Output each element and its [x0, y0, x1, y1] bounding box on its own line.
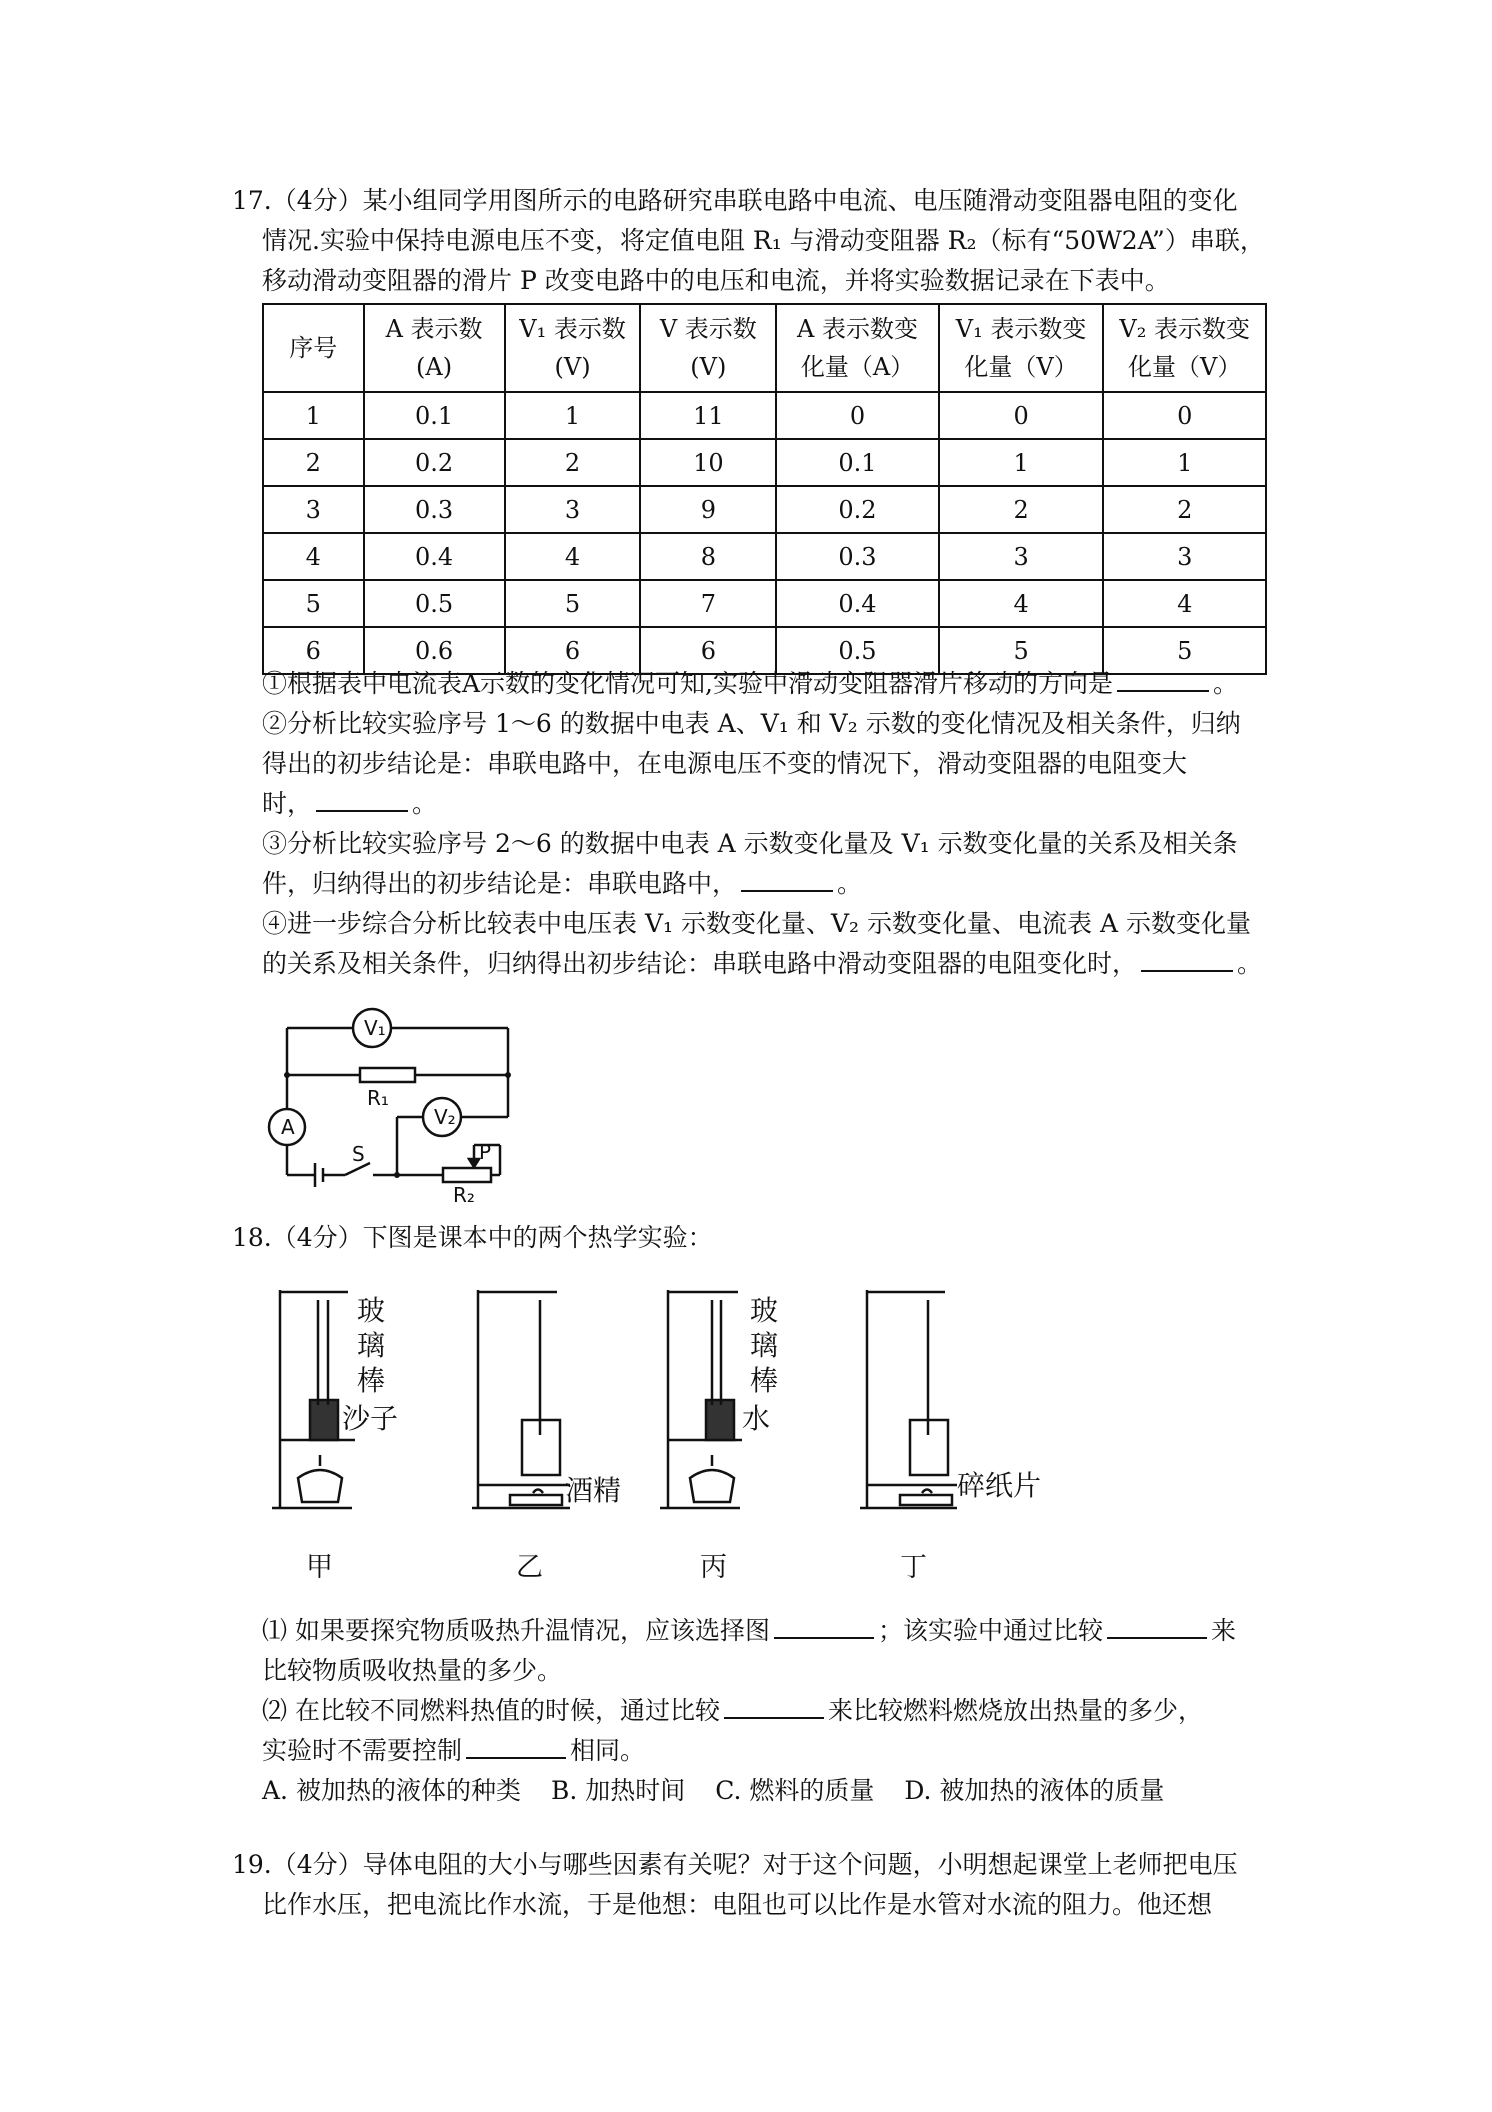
a-label: A: [281, 1115, 295, 1139]
v2-label: V₂: [434, 1105, 456, 1129]
answer-blank[interactable]: [1107, 1613, 1207, 1639]
answer-blank[interactable]: [1117, 666, 1209, 692]
q17-line-1: 17.（4分）某小组同学用图所示的电路研究串联电路中电流、电压随滑动变阻器电阻的变化: [232, 186, 1238, 215]
slider-arrow-icon: [469, 1159, 479, 1167]
col-header: V₂ 表示数变 化量（V）: [1103, 304, 1266, 392]
table-cell: 6: [505, 627, 641, 674]
col-header: A 表示数变 化量（A）: [776, 304, 939, 392]
table-header-row: [263, 304, 1266, 392]
q18-questions: [232, 1611, 1277, 1811]
q17-sub3-a: ③分析比较实验序号 2～6 的数据中电表 A 示数变化量及 V₁ 示数变化量的关系及相关条: [262, 829, 1238, 858]
resistor-r1-icon: [360, 1068, 415, 1082]
q17-subquestions: [232, 664, 1277, 984]
v1-label: V₁: [364, 1016, 386, 1040]
q17-line-3: 移动滑动变阻器的滑片 P 改变电路中的电压和电流，并将实验数据记录在下表中。: [262, 266, 1170, 295]
table-cell: 2: [505, 439, 641, 486]
table-row: [263, 439, 1266, 486]
answer-blank[interactable]: [741, 866, 833, 892]
table-cell: 5: [263, 580, 364, 627]
rheostat-r2-icon: [443, 1168, 491, 1182]
answer-blank[interactable]: [1141, 946, 1233, 972]
caption-jia: 甲: [306, 1552, 333, 1583]
table-cell: 0.3: [364, 486, 505, 533]
table-cell: 3: [1103, 533, 1266, 580]
table-cell: 0.2: [776, 486, 939, 533]
table-row: [263, 580, 1266, 627]
caption-yi: 乙: [516, 1552, 543, 1583]
q18-options: [232, 1771, 1277, 1811]
answer-blank[interactable]: [466, 1733, 566, 1759]
q17-sub3-b: 件，归纳得出的初步结论是：串联电路中， 。: [232, 864, 1277, 904]
glass-rod-label: 玻: [750, 1294, 779, 1327]
q18-p1-a: ⑴ 如果要探究物质吸热升温情况，应该选择图 ；该实验中通过比较 来: [232, 1611, 1277, 1651]
table-cell: 0: [1103, 392, 1266, 439]
apparatus-yi: [472, 1290, 570, 1508]
col-header: A 表示数 (A): [364, 304, 505, 392]
table-cell: 5: [1103, 627, 1266, 674]
s-label: S: [352, 1142, 365, 1166]
paper-label: 碎纸片: [957, 1469, 1042, 1502]
q19-line-2: 比作水压，把电流比作水流，于是他想：电阻也可以比作是水管对水流的阻力。他还想: [262, 1890, 1213, 1919]
table-cell: 1: [1103, 439, 1266, 486]
q17-sub4-b: 的关系及相关条件，归纳得出初步结论：串联电路中滑动变阻器的电阻变化时， 。: [232, 944, 1277, 984]
option-d[interactable]: D. 被加热的液体的质量: [904, 1776, 1165, 1805]
q17-sub2-c: 时， 。: [232, 784, 1277, 824]
svg-text:棒: 棒: [357, 1364, 386, 1397]
svg-text:璃: 璃: [750, 1329, 779, 1362]
table-cell: 4: [939, 580, 1104, 627]
table-cell: 0: [776, 392, 939, 439]
table-cell: 1: [263, 392, 364, 439]
table-cell: 5: [939, 627, 1104, 674]
table-cell: 1: [505, 392, 641, 439]
table-row: [263, 486, 1266, 533]
table-cell: 3: [939, 533, 1104, 580]
table-cell: 0.3: [776, 533, 939, 580]
q17-data-table: [262, 303, 1267, 675]
table-cell: 8: [640, 533, 776, 580]
table-cell: 4: [263, 533, 364, 580]
q18-p2-a: ⑵ 在比较不同燃料热值的时候，通过比较 来比较燃料燃烧放出热量的多少，: [232, 1691, 1277, 1731]
q18-p2-b: 实验时不需要控制 相同。: [232, 1731, 1277, 1771]
apparatus-jia: [272, 1290, 355, 1508]
option-b[interactable]: B. 加热时间: [550, 1776, 686, 1805]
q19-stem: [232, 1845, 1277, 1925]
table-cell: 7: [640, 580, 776, 627]
sand-label: 沙子: [342, 1402, 399, 1435]
q17-stem: [232, 181, 1277, 301]
answer-blank[interactable]: [774, 1613, 874, 1639]
q17-sub1: ①根据表中电流表A示数的变化情况可知,实验中滑动变阻器滑片移动的方向是 。: [232, 664, 1277, 704]
table-cell: 2: [939, 486, 1104, 533]
caption-ding: 丁: [900, 1552, 927, 1583]
svg-text:璃: 璃: [357, 1329, 386, 1362]
q19-line-1: 19.（4分）导体电阻的大小与哪些因素有关呢？对于这个问题，小明想起课堂上老师把电压: [232, 1850, 1238, 1879]
apparatus-bing: [660, 1290, 742, 1508]
circuit-diagram: [255, 1005, 525, 1205]
table-cell: 0.1: [776, 439, 939, 486]
table-cell: 1: [939, 439, 1104, 486]
heat-experiments-figure: [260, 1280, 1060, 1525]
r2-label: R₂: [453, 1183, 475, 1205]
option-a[interactable]: A. 被加热的液体的种类: [262, 1776, 521, 1805]
table-cell: 5: [505, 580, 641, 627]
table-cell: 9: [640, 486, 776, 533]
table-cell: 11: [640, 392, 776, 439]
table-cell: 10: [640, 439, 776, 486]
col-header: V₁ 表示数 (V): [505, 304, 641, 392]
option-c[interactable]: C. 燃料的质量: [715, 1776, 875, 1805]
table-cell: 4: [505, 533, 641, 580]
col-header: V₁ 表示数变 化量（V）: [939, 304, 1104, 392]
col-header: V 表示数 (V): [640, 304, 776, 392]
table-row: [263, 533, 1266, 580]
table-cell: 2: [263, 439, 364, 486]
table-cell: 3: [505, 486, 641, 533]
table-cell: 0.2: [364, 439, 505, 486]
p-label: P: [479, 1140, 492, 1164]
q17-line-2: 情况.实验中保持电源电压不变，将定值电阻 R₁ 与滑动变阻器 R₂（标有“50W2A”）串联，: [262, 226, 1265, 255]
table-cell: 4: [1103, 580, 1266, 627]
q18-p1-b: 比较物质吸收热量的多少。: [262, 1656, 563, 1685]
answer-blank[interactable]: [724, 1693, 824, 1719]
col-header: 序号: [263, 304, 364, 392]
q17-sub2-b: 得出的初步结论是：串联电路中，在电源电压不变的情况下，滑动变阻器的电阻变大: [262, 749, 1188, 778]
r1-label: R₁: [367, 1086, 389, 1110]
caption-bing: 丙: [700, 1552, 727, 1583]
table-row: [263, 392, 1266, 439]
q17-sub4-a: ④进一步综合分析比较表中电压表 V₁ 示数变化量、V₂ 示数变化量、电流表 A 示数变化量: [262, 909, 1251, 938]
table-cell: 0.1: [364, 392, 505, 439]
table-cell: 0.5: [776, 627, 939, 674]
q18-intro: 18.（4分）下图是课本中的两个热学实验：: [232, 1223, 713, 1252]
table-cell: 3: [263, 486, 364, 533]
table-cell: 6: [263, 627, 364, 674]
table-cell: 0.4: [364, 533, 505, 580]
table-cell: 6: [640, 627, 776, 674]
table-cell: 0.5: [364, 580, 505, 627]
water-label: 水: [742, 1402, 771, 1435]
answer-blank[interactable]: [316, 786, 408, 812]
table-cell: 0.6: [364, 627, 505, 674]
table-cell: 0.4: [776, 580, 939, 627]
glass-rod-label: 玻: [357, 1294, 386, 1327]
alcohol-label: 酒精: [565, 1474, 622, 1507]
q17-sub2-a: ②分析比较实验序号 1～6 的数据中电表 A、V₁ 和 V₂ 示数的变化情况及相关条件，归纳: [262, 709, 1241, 738]
svg-text:棒: 棒: [750, 1364, 779, 1397]
apparatus-ding: [860, 1290, 957, 1508]
table-cell: 2: [1103, 486, 1266, 533]
table-cell: 0: [939, 392, 1104, 439]
